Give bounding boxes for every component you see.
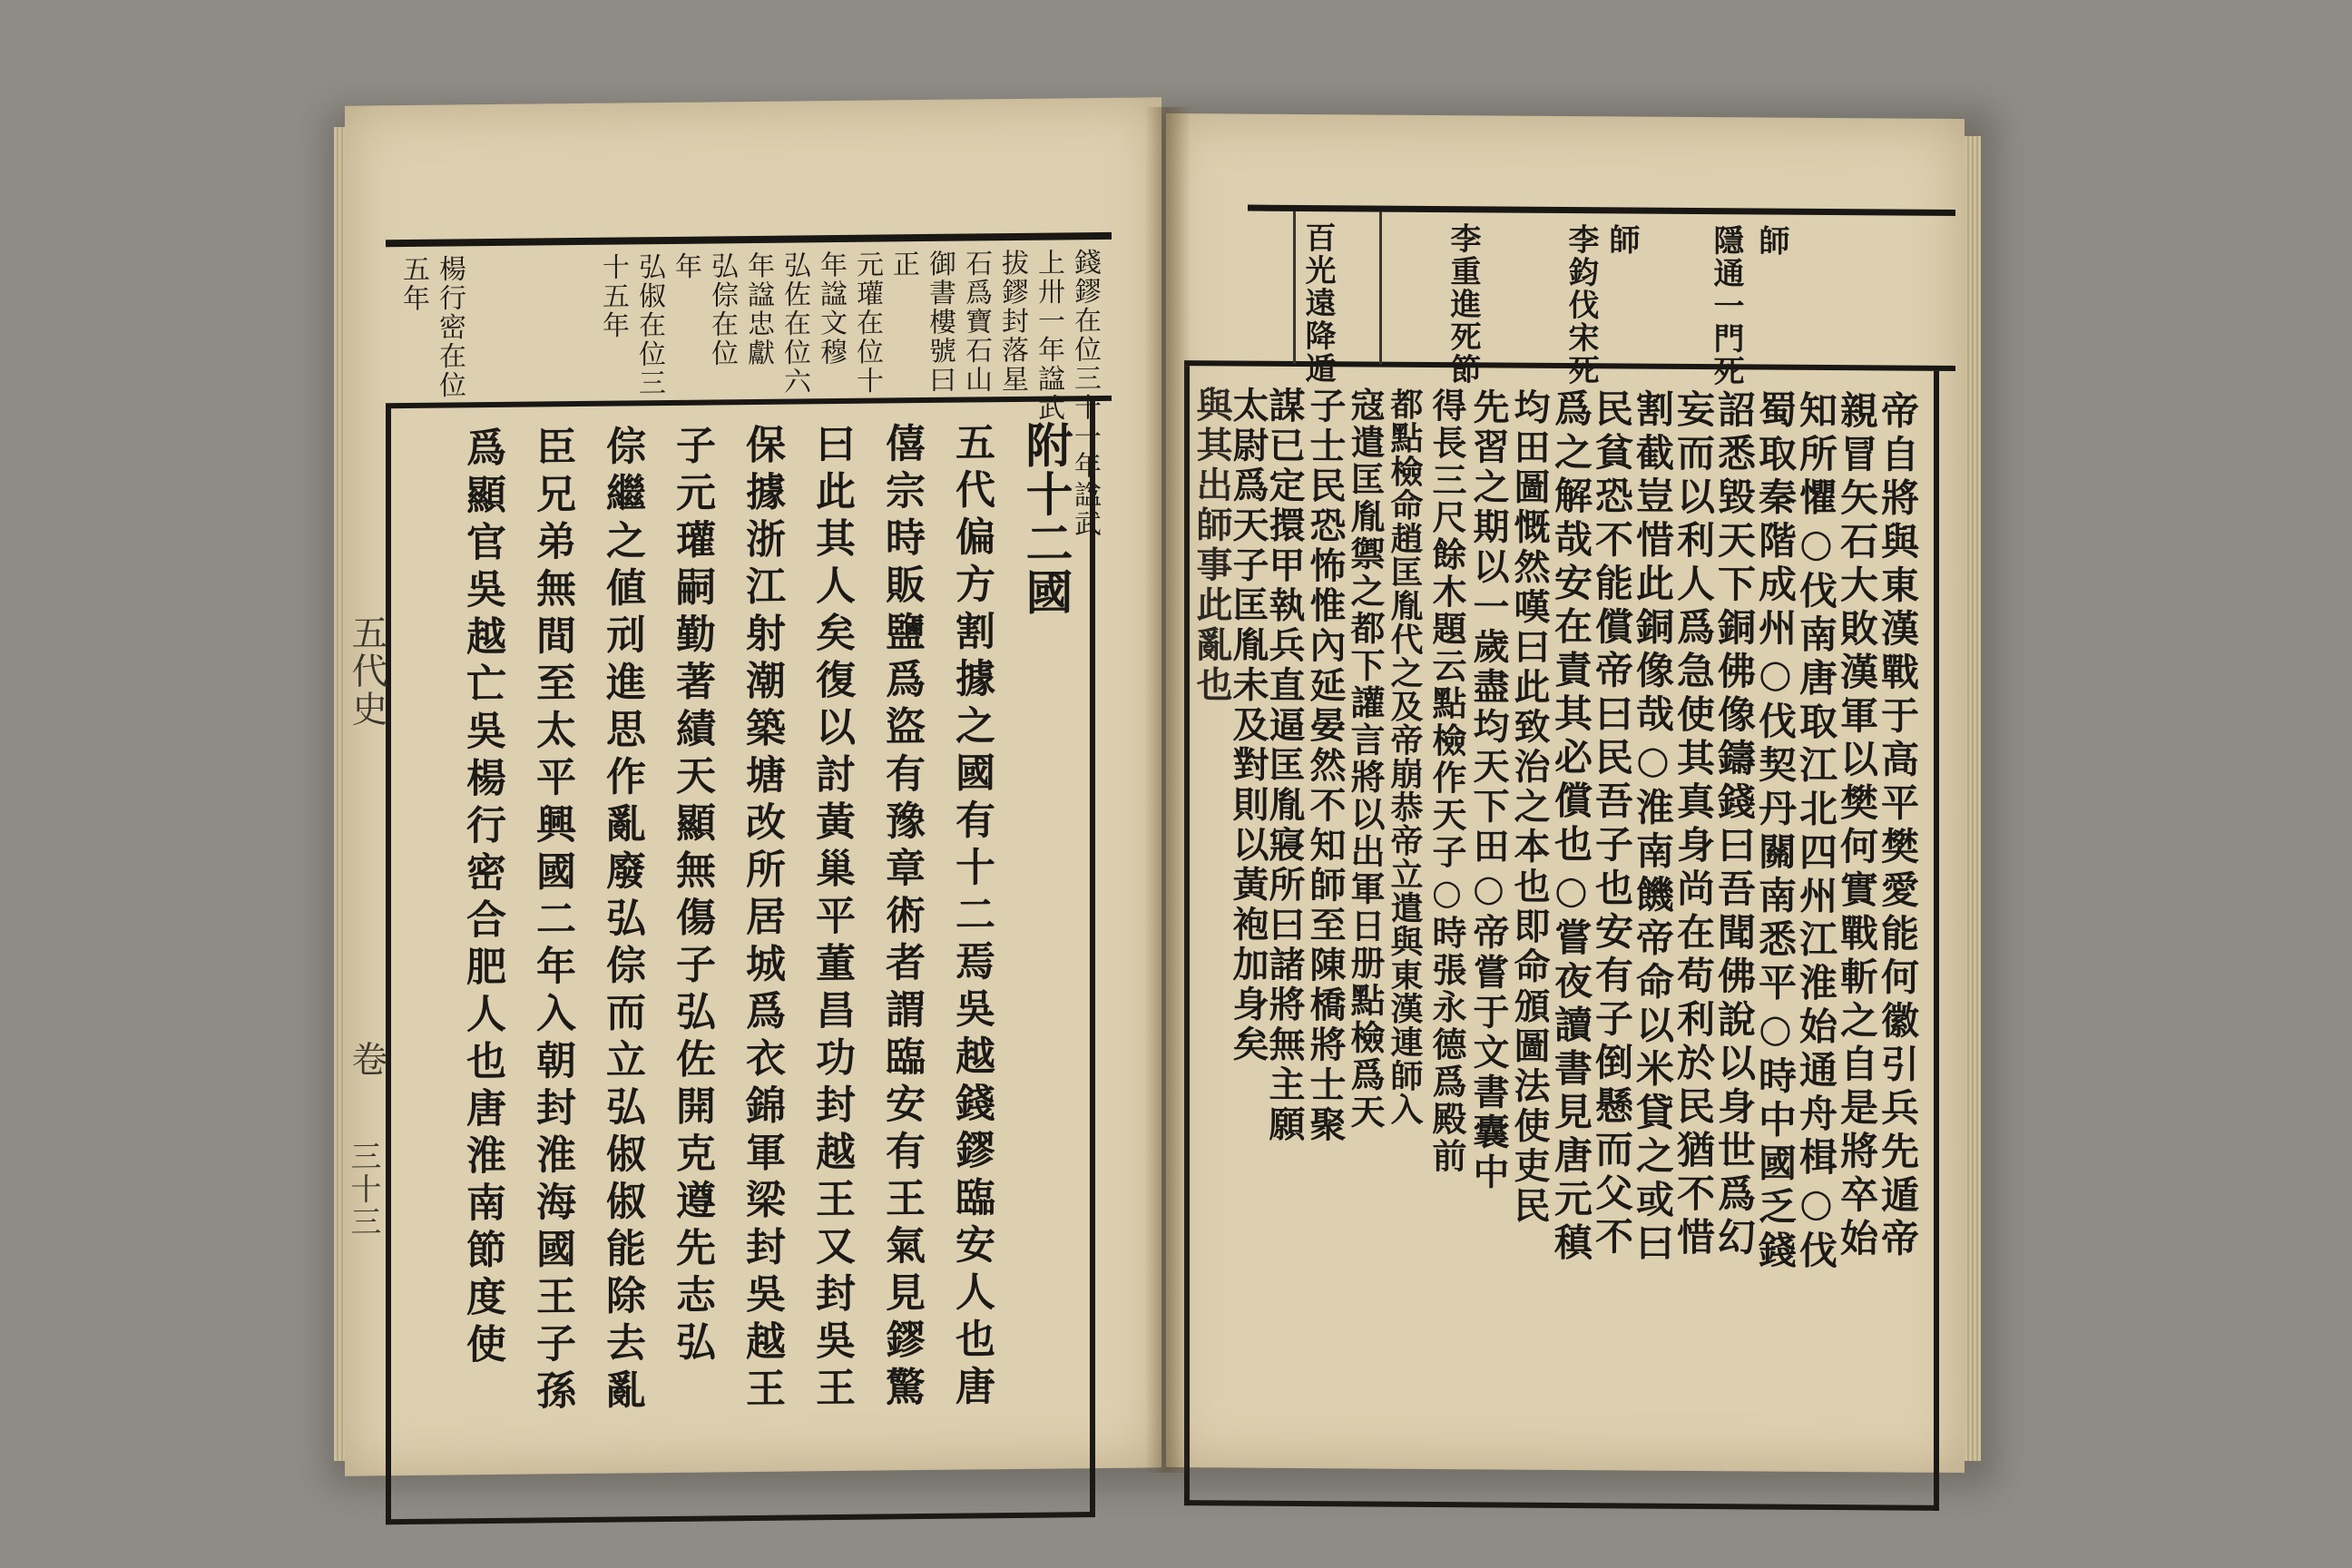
book-gutter xyxy=(1145,107,1191,1473)
right-page xyxy=(1166,113,1965,1473)
left-text-column: 爲顯官吳越亡吳楊行密合肥人也唐淮南節度使 xyxy=(459,426,505,1371)
left-header-note: 元瓘在位十 xyxy=(851,250,883,396)
header-top-rule xyxy=(386,232,1112,247)
header-divider xyxy=(1293,211,1296,364)
right-text-column: 帝自將與東漢戰于高平樊愛能何徽引兵先遁帝 xyxy=(1876,390,1920,1262)
left-header-note: 弘倧在位 xyxy=(706,251,738,368)
left-header-note: 楊行密在位 xyxy=(434,254,466,400)
left-heading-fu-shier-guo: 附十二國 xyxy=(1017,420,1073,617)
left-header-note: 御書樓號曰 xyxy=(924,249,956,396)
right-header-note: 師 xyxy=(1603,223,1640,257)
left-header-note: 石爲寶石山 xyxy=(960,249,992,395)
left-page xyxy=(345,97,1161,1475)
right-text-column: 謀已定擐甲執兵直逼匡胤寢所曰諸將無主願 xyxy=(1263,386,1306,1146)
right-header-note: 李重進死節 xyxy=(1445,222,1481,387)
right-text-column: 得長三尺餘木題云點檢作天子○時張永德爲殿前 xyxy=(1426,387,1467,1176)
left-margin-juan: 卷 xyxy=(346,1040,387,1079)
right-text-column: 與其出師事此亂也 xyxy=(1191,386,1233,706)
right-text-column: 蜀取秦階成州○伐契丹關南悉平○時中國乏錢 xyxy=(1753,389,1798,1274)
right-header-note: 師 xyxy=(1753,224,1789,258)
left-margin-title: 五代史 xyxy=(346,613,387,729)
left-header-note: 年諡忠獻 xyxy=(742,250,774,368)
right-text-column: 詔悉毀天下銅佛像鑄錢曰吾聞佛說以身世爲幻 xyxy=(1712,389,1757,1261)
right-text-column: 都點檢命趙匡胤代之及帝崩恭帝立遣與東漢連師入 xyxy=(1386,387,1424,1126)
left-margin-page: 三十三 xyxy=(345,1140,381,1239)
left-text-column: 保據浙江射潮築塘改所居城爲衣錦軍梁封吳越王 xyxy=(739,423,785,1416)
right-text-column: 知所懼○伐南唐取江北四州江淮始通舟楫○伐 xyxy=(1794,389,1838,1275)
left-header-note: 五年 xyxy=(397,254,429,314)
right-text-column: 先習之期以一歲盡均天下田○帝嘗于文書囊中 xyxy=(1467,387,1510,1193)
right-header-top-rule xyxy=(1248,205,1955,216)
left-header-note: 弘俶在位三 xyxy=(633,252,665,398)
right-text-column: 爲之解哉安在責其必償也○嘗夜讀書見唐元稹 xyxy=(1549,387,1593,1267)
left-header-note: 錢鏐在位三十一年諡武 xyxy=(1069,247,1101,539)
left-header-note: 拔鏐封落星 xyxy=(996,248,1028,395)
left-text-column: 子元瓘嗣勤著績天顯無傷子弘佐開克遵先志弘 xyxy=(669,424,715,1368)
left-text-column: 臣兄弟無間至太平興國二年入朝封淮海國王子孫 xyxy=(529,426,575,1417)
left-text-column: 僖宗時販鹽爲盜有豫章術者謂臨安有王氣見鏐驚 xyxy=(878,422,925,1414)
right-header-note: 李鈞伐宋死 xyxy=(1563,222,1599,387)
left-header-note: 正 xyxy=(887,250,919,279)
right-text-column: 民貧恐不能償帝曰民吾子也安有子倒懸而父不 xyxy=(1590,388,1634,1260)
left-text-column: 曰此其人矣復以討黃巢平董昌功封越王又封吳王 xyxy=(808,422,855,1415)
left-text-column: 五代偏方割據之國有十二焉吳越錢鏐臨安人也唐 xyxy=(948,421,995,1413)
right-text-column: 妄而以利人爲急使其真身尚在苟利於民猶不惜 xyxy=(1671,388,1716,1261)
left-header-note: 年諡文穆 xyxy=(815,250,847,368)
right-header-note: 隱通一門死 xyxy=(1708,224,1744,388)
right-text-column: 太尉爲天子匡胤未及對則以黃袍加身矣 xyxy=(1227,386,1269,1065)
left-text-column: 倧繼之値刓進思作亂廢弘倧而立弘俶俶能除去亂 xyxy=(599,425,645,1416)
right-header-note: 百光遠降遁 xyxy=(1299,220,1336,386)
left-header-note: 十五年 xyxy=(597,252,629,340)
header-divider xyxy=(1379,212,1382,365)
left-header-note: 上卅一年諡武 xyxy=(1033,248,1064,423)
left-header-note: 年 xyxy=(670,251,701,281)
right-text-column: 親冒矢石大敗漢軍以樊何實戰斬之自是將卒始 xyxy=(1835,390,1879,1262)
right-text-column: 均田圖慨然嘆曰此致治之本也即命頒圖法使吏民 xyxy=(1508,387,1551,1227)
right-text-column: 割截豈惜此銅像哉○淮南饑帝命以米貸之或曰 xyxy=(1631,388,1675,1267)
right-text-column: 子士民恐怖惟內延晏然不知師至陳橋將士聚 xyxy=(1304,386,1347,1146)
left-header-note: 弘佐在位六 xyxy=(779,250,810,397)
right-text-column: 寇遣匡胤禦之都下讙言將以出軍日册點檢爲天 xyxy=(1345,387,1386,1132)
